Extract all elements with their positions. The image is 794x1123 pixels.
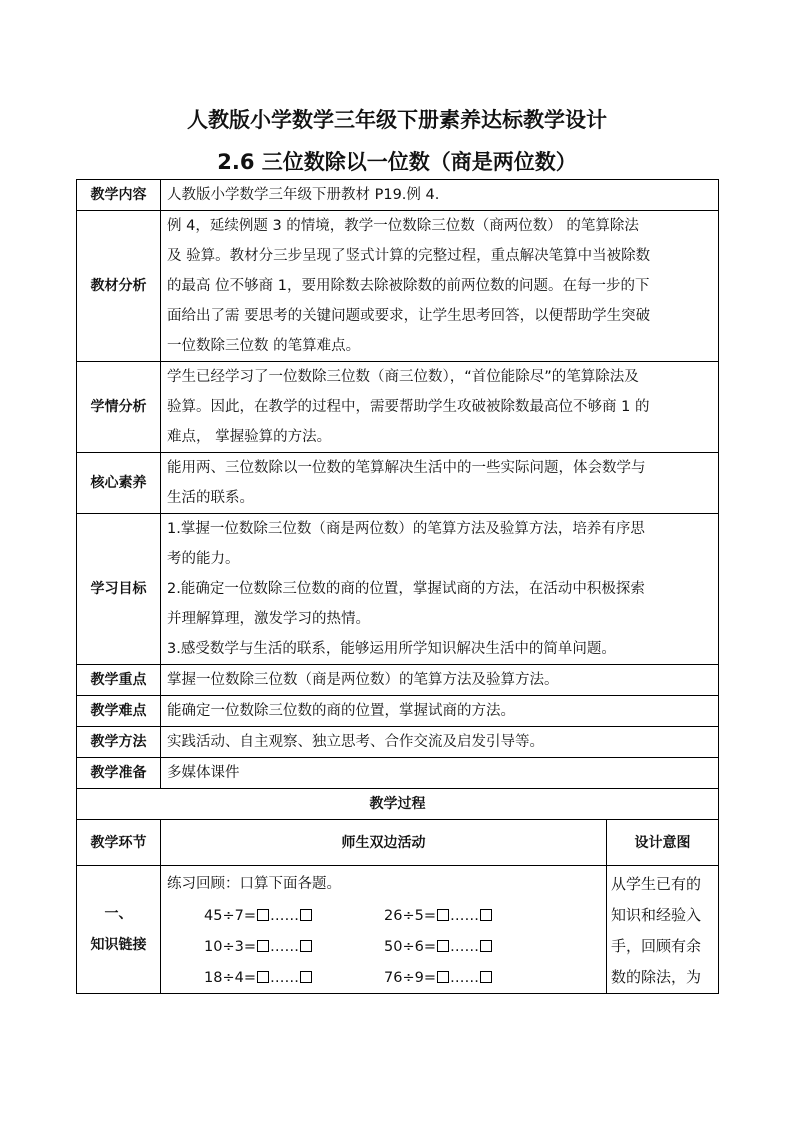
- quotient-box: [257, 940, 269, 952]
- quotient-box: [257, 971, 269, 983]
- intent-line: 知识和经验入: [611, 906, 702, 924]
- remainder-separator: ……: [269, 907, 299, 924]
- intent-cell: [607, 866, 719, 994]
- row-content: [161, 362, 719, 453]
- content-line: 一位数除三位数 的笔算难点。: [167, 338, 361, 354]
- process-columns-row: [77, 820, 719, 866]
- content-line: 1.掌握一位数除三位数（商是两位数）的笔算方法及验算方法，培养有序思: [167, 521, 645, 537]
- row-label: 学习目标: [77, 514, 161, 665]
- remainder-box: [300, 971, 312, 983]
- info-row: [77, 453, 719, 514]
- row-content: [161, 727, 719, 758]
- lesson-subtitle: 2.6 三位数除以一位数（商是两位数）: [217, 150, 577, 174]
- remainder-separator: ……: [269, 938, 299, 955]
- calc-problem: [204, 963, 384, 993]
- info-row: [77, 665, 719, 696]
- calc-expression: 26÷5=: [384, 907, 436, 924]
- intent-line: 手，回顾有余: [611, 937, 702, 955]
- info-row: [77, 514, 719, 665]
- calc-row: [167, 900, 600, 931]
- column-header: 教学环节: [77, 820, 161, 866]
- row-label: 教学难点: [77, 696, 161, 727]
- remainder-box: [300, 940, 312, 952]
- content-line: 例 4，延续例题 3 的情境，教学一位数除三位数（商两位数） 的笔算除法: [167, 218, 639, 234]
- row-label: 教学内容: [77, 180, 161, 211]
- remainder-separator: ……: [449, 969, 479, 986]
- content-line: 生活的联系。: [167, 490, 254, 506]
- exercise-intro: 练习回顾：口算下面各题。: [167, 876, 341, 892]
- content-line: 考的能力。: [167, 551, 240, 567]
- calc-problem: [204, 932, 384, 962]
- quotient-box: [257, 909, 269, 921]
- info-row: [77, 696, 719, 727]
- calc-problem: [204, 901, 384, 931]
- column-header: 师生双边活动: [161, 820, 607, 866]
- intent-line: 从学生已有的: [611, 875, 702, 893]
- content-line: 能确定一位数除三位数的商的位置，掌握试商的方法。: [167, 703, 515, 719]
- process-heading: 教学过程: [77, 789, 719, 820]
- content-line: 的最高 位不够商 1，要用除数去除被除数的前两位数的问题。在每一步的下: [167, 278, 650, 294]
- calc-expression: 45÷7=: [204, 907, 256, 924]
- stage-row: [77, 866, 719, 994]
- row-content: [161, 758, 719, 789]
- remainder-separator: ……: [449, 907, 479, 924]
- row-content: [161, 514, 719, 665]
- content-line: 实践活动、自主观察、独立思考、合作交流及启发引导等。: [167, 734, 544, 750]
- row-label: 教材分析: [77, 211, 161, 362]
- content-line: 面给出了需 要思考的关键问题或要求，让学生思考回答，以便帮助学生突破: [167, 308, 651, 324]
- row-content: [161, 211, 719, 362]
- calc-expression: 18÷4=: [204, 969, 256, 986]
- calc-row: [167, 931, 600, 962]
- quotient-box: [437, 940, 449, 952]
- content-line: 多媒体课件: [167, 765, 240, 781]
- row-label: 教学准备: [77, 758, 161, 789]
- info-row: [77, 727, 719, 758]
- calc-expression: 10÷3=: [204, 938, 256, 955]
- content-line: 人教版小学数学三年级下册教材 P19.例 4.: [167, 187, 440, 203]
- calc-problem: [384, 901, 493, 931]
- content-line: 难点， 掌握验算的方法。: [167, 429, 332, 445]
- quotient-box: [437, 971, 449, 983]
- content-line: 并理解算理，激发学习的热情。: [167, 611, 370, 627]
- info-row: [77, 211, 719, 362]
- stage-number: 一、: [104, 905, 133, 922]
- process-heading-row: [77, 789, 719, 820]
- content-line: 能用两、三位数除以一位数的笔算解决生活中的一些实际问题，体会数学与: [167, 460, 646, 476]
- remainder-box: [480, 909, 492, 921]
- document-title: 人教版小学数学三年级下册素养达标教学设计: [187, 108, 607, 132]
- stage-name: 知识链接: [90, 936, 147, 953]
- lesson-plan-body: [77, 180, 719, 994]
- stage-label: [77, 866, 161, 994]
- calc-problem: [384, 932, 493, 962]
- calc-problem: [384, 963, 493, 993]
- activity-cell: [161, 866, 607, 994]
- row-label: 教学方法: [77, 727, 161, 758]
- intent-line: 数的除法，为: [611, 968, 702, 986]
- content-line: 学生已经学习了一位数除三位数（商三位数），“首位能除尽”的笔算除法及: [167, 369, 639, 385]
- content-line: 3.感受数学与生活的联系，能够运用所学知识解决生活中的简单问题。: [167, 641, 616, 657]
- content-line: 掌握一位数除三位数（商是两位数）的笔算方法及验算方法。: [167, 672, 559, 688]
- remainder-box: [480, 971, 492, 983]
- row-label: 教学重点: [77, 665, 161, 696]
- calc-expression: 76÷9=: [384, 969, 436, 986]
- info-row: [77, 758, 719, 789]
- row-content: [161, 696, 719, 727]
- quotient-box: [437, 909, 449, 921]
- info-row: [77, 362, 719, 453]
- remainder-separator: ……: [449, 938, 479, 955]
- row-content: [161, 453, 719, 514]
- content-line: 验算。因此，在教学的过程中，需要帮助学生攻破被除数最高位不够商 1 的: [167, 399, 650, 415]
- row-label: 核心素养: [77, 453, 161, 514]
- info-row: [77, 180, 719, 211]
- row-content: [161, 180, 719, 211]
- column-header: 设计意图: [607, 820, 719, 866]
- remainder-box: [480, 940, 492, 952]
- row-label: 学情分析: [77, 362, 161, 453]
- remainder-separator: ……: [269, 969, 299, 986]
- calc-expression: 50÷6=: [384, 938, 436, 955]
- remainder-box: [300, 909, 312, 921]
- lesson-plan-table: [76, 179, 719, 994]
- calc-row: [167, 962, 600, 993]
- content-line: 2.能确定一位数除三位数的商的位置，掌握试商的方法，在活动中积极探索: [167, 581, 645, 597]
- content-line: 及 验算。教材分三步呈现了竖式计算的完整过程，重点解决笔算中当被除数: [167, 248, 651, 264]
- row-content: [161, 665, 719, 696]
